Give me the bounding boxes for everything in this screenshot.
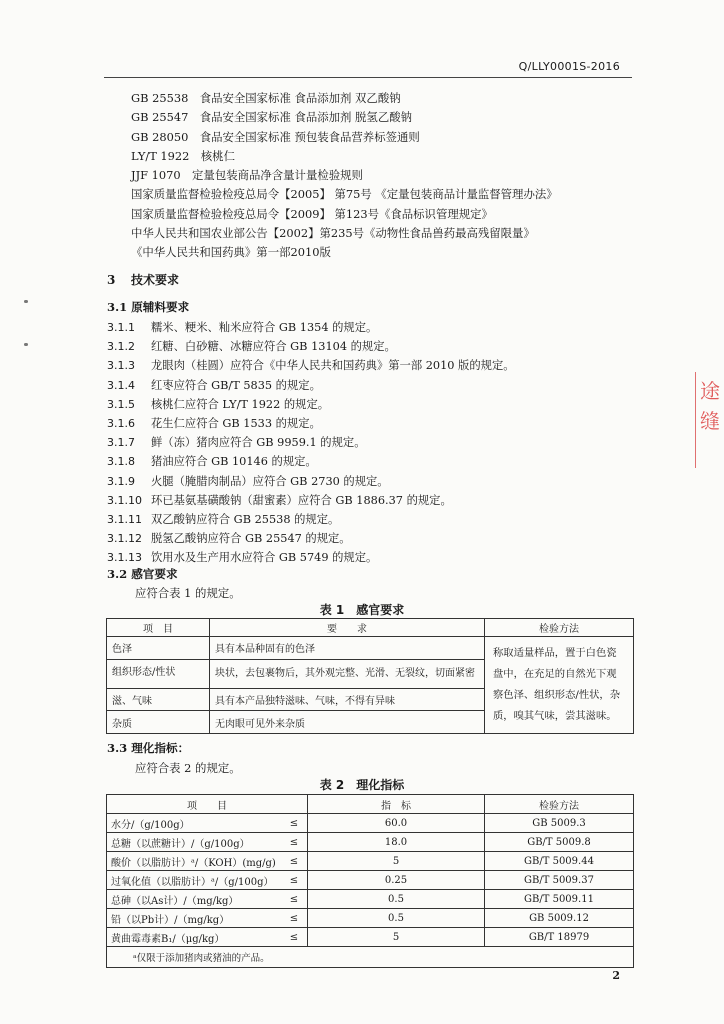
requirement-list: [107, 318, 515, 567]
table-cell: 色泽: [107, 637, 210, 660]
requirement-item: 3.1.7 鲜（冻）猪肉应符合 GB 9959.1 的规定。: [107, 436, 366, 450]
table-row: [107, 871, 634, 890]
requirement-item: 3.1.3 龙眼肉（桂圆）应符合《中华人民共和国药典》第一部 2010 版的规定。: [107, 359, 515, 373]
table-note-row: [107, 947, 634, 968]
reference-item: 国家质量监督检验检疫总局令【2005】 第75号 《定量包装商品计量监督管理办法》: [131, 187, 558, 202]
table-cell-value: 18.0: [308, 833, 485, 852]
table-cell: 具有本品种固有的色泽: [210, 637, 485, 660]
scan-mark: [24, 300, 28, 303]
table-cell-op: ≤: [281, 852, 308, 871]
requirement-item: 3.1.4 红枣应符合 GB/T 5835 的规定。: [107, 378, 321, 392]
subsection-heading: 3.2 感官要求: [107, 567, 178, 581]
table-cell-method: GB 5009.3: [485, 814, 634, 833]
table-header-cell: 检验方法: [485, 795, 634, 814]
reference-item: GB 28050 食品安全国家标准 预包装食品营养标签通则: [131, 129, 420, 144]
reference-item: GB 25538 食品安全国家标准 食品添加剂 双乙酸钠: [131, 91, 401, 105]
standard-code: Q/LLY0001S-2016: [518, 60, 620, 73]
table-cell-op: ≤: [281, 928, 308, 947]
table-row: [107, 637, 634, 660]
requirement-item: 3.1.6 花生仁应符合 GB 1533 的规定。: [107, 416, 321, 430]
table-cell-method: GB/T 5009.37: [485, 871, 634, 890]
stamp-char: 途: [700, 379, 720, 403]
table-cell: 无肉眼可见外来杂质: [210, 711, 485, 734]
table-cell-value: 60.0: [308, 814, 485, 833]
physicochemical-table: [106, 794, 634, 968]
table-row: [107, 814, 634, 833]
section-number: 3: [107, 273, 116, 287]
table-cell-method: GB/T 5009.44: [485, 852, 634, 871]
table-cell-value: 0.5: [308, 909, 485, 928]
table-cell: 具有本产品独特滋味、气味，不得有异味: [210, 688, 485, 711]
table-cell-item: 黄曲霉毒素B₁/（μg/kg）: [107, 928, 282, 947]
table-header-cell: 项 目: [107, 619, 210, 637]
requirement-item: 3.1.1 糯米、粳米、籼米应符合 GB 1354 的规定。: [107, 321, 378, 334]
requirement-item: 3.1.9 火腿（腌腊肉制品）应符合 GB 2730 的规定。: [107, 474, 389, 488]
table-cell-item: 过氧化值（以脂肪计）ᵃ/（g/100g）: [107, 871, 282, 890]
table-cell-method: 称取适量样品，置于白色瓷盘中，在充足的自然光下观察色泽、组织形态/性状，杂质，嗅其气味，尝其滋味。: [485, 637, 634, 734]
table-cell-op: ≤: [281, 833, 308, 852]
subsection-heading: 3.1 原辅料要求: [107, 300, 190, 314]
requirement-item: 3.1.2 红糖、白砂糖、冰糖应符合 GB 13104 的规定。: [107, 340, 396, 354]
requirement-item: 3.1.5 核桃仁应符合 LY/T 1922 的规定。: [107, 397, 330, 411]
table-row: [107, 909, 634, 928]
table-cell-op: ≤: [281, 871, 308, 890]
page-number: 2: [612, 969, 620, 982]
table-caption: 表 2 理化指标: [319, 778, 405, 792]
table-cell-value: 5: [308, 852, 485, 871]
reference-item: 国家质量监督检验检疫总局令【2009】 第123号《食品标识管理规定》: [131, 206, 493, 221]
reference-item: 《中华人民共和国药典》第一部2010版: [131, 245, 331, 260]
table-cell-op: ≤: [281, 890, 308, 909]
requirement-item: 3.1.10 环已基氨基磺酸钠（甜蜜素）应符合 GB 1886.37 的规定。: [107, 493, 452, 507]
stamp-char: 缝: [700, 409, 720, 433]
table-cell: 杂质: [107, 711, 210, 734]
paragraph: 应符合表 1 的规定。: [135, 586, 241, 600]
reference-item: LY/T 1922 核桃仁: [131, 148, 235, 163]
table-cell-item: 总砷（以As计）/（mg/kg）: [107, 890, 282, 909]
table-cell-value: 5: [308, 928, 485, 947]
table-caption: 表 1 感官要求: [319, 603, 405, 617]
table-cell-method: GB/T 18979: [485, 928, 634, 947]
reference-item: GB 25547 食品安全国家标准 食品添加剂 脱氢乙酸钠: [131, 110, 412, 125]
table-row: [107, 890, 634, 909]
table-cell-method: GB 5009.12: [485, 909, 634, 928]
table-row: [107, 928, 634, 947]
table-header-row: [107, 795, 634, 814]
table-header-cell: 要 求: [210, 619, 485, 637]
section-heading: [107, 271, 179, 288]
reference-list: [131, 89, 558, 263]
table-row: [107, 833, 634, 852]
table-row: [107, 852, 634, 871]
seal-stamp: [695, 372, 724, 468]
requirement-item: 3.1.13 饮用水及生产用水应符合 GB 5749 的规定。: [107, 551, 378, 565]
table-header-row: [107, 619, 634, 637]
reference-item: JJF 1070 定量包装商品净含量计量检验规则: [131, 168, 363, 183]
table-cell: 滋、气味: [107, 688, 210, 711]
scan-mark: [24, 343, 28, 346]
table-cell-item: 铅（以Pb计）/（mg/kg）: [107, 909, 282, 928]
table-cell-value: 0.25: [308, 871, 485, 890]
requirement-item: 3.1.11 双乙酸钠应符合 GB 25538 的规定。: [107, 512, 340, 526]
table-cell-op: ≤: [281, 909, 308, 928]
table-cell-item: 酸价（以脂肪计）ᵃ/（KOH）(mg/g): [107, 852, 282, 871]
table-cell-method: GB/T 5009.8: [485, 833, 634, 852]
table-cell: 组织形态/性状: [107, 659, 210, 688]
table-note: ᵃ仅限于添加猪肉或猪油的产品。: [107, 947, 634, 968]
table-cell-op: ≤: [281, 814, 308, 833]
table-header-cell: 指 标: [308, 795, 485, 814]
subsection-heading: 3.3 理化指标：: [107, 741, 190, 755]
table-cell: 块状，去包裹物后，其外观完整、光滑、无裂纹，切面紧密: [210, 659, 485, 688]
table-cell-value: 0.5: [308, 890, 485, 909]
table-cell-item: 水分/（g/100g）: [107, 814, 282, 833]
table-header-cell: 项 目: [107, 795, 308, 814]
table-cell-item: 总糖（以蔗糖计）/（g/100g）: [107, 833, 282, 852]
table-header-cell: 检验方法: [485, 619, 634, 637]
requirement-item: 3.1.12 脱氢乙酸钠应符合 GB 25547 的规定。: [107, 532, 351, 546]
section-title: 技术要求: [131, 273, 180, 287]
requirement-item: 3.1.8 猪油应符合 GB 10146 的规定。: [107, 455, 317, 469]
header-rule: [104, 77, 632, 78]
sensory-table: [106, 618, 634, 734]
table-cell-method: GB/T 5009.11: [485, 890, 634, 909]
reference-item: 中华人民共和国农业部公告【2002】第235号《动物性食品兽药最高残留限量》: [131, 226, 535, 241]
paragraph: 应符合表 2 的规定。: [135, 761, 241, 775]
